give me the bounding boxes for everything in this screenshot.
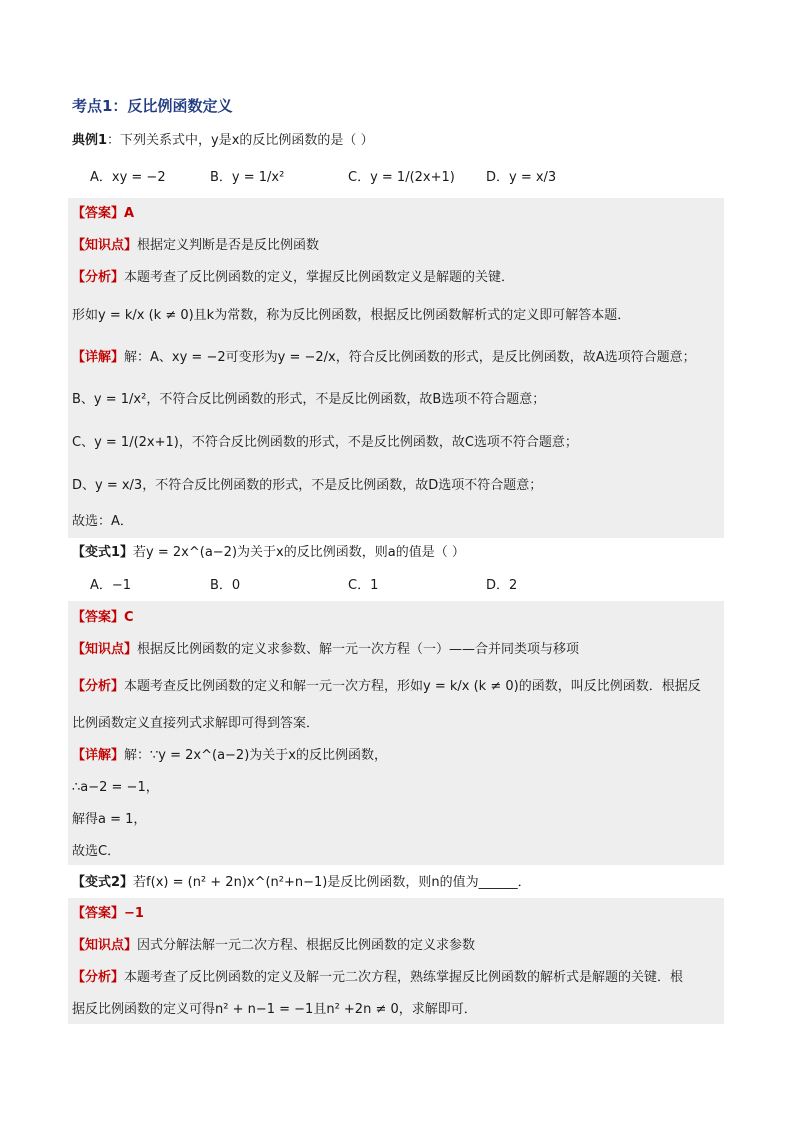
example1-detail-3: C、y = 1/(2x+1)，不符合反比例函数的形式，不是反比例函数，故C选项不符合题意； (72, 435, 578, 450)
variant1-detail-4: 故选C． (72, 844, 121, 859)
example1-detail-2: B、y = 1/x²，不符合反比例函数的形式，不是反比例函数，故B选项不符合题意； (72, 392, 546, 407)
detail-text: 解：∵y = 2x^(a−2)为关于x的反比例函数， (124, 748, 387, 763)
variant1-option-b: B．0 (210, 578, 241, 593)
answer-value: −1 (124, 906, 144, 921)
example1-analysis-1 (72, 268, 514, 288)
variant1-question-text: 若y = 2x^(a−2)为关于x的反比例函数，则a的值是（ ） (133, 545, 465, 560)
analysis-tag: 【分析】 (72, 679, 125, 694)
example1-label: 典例1 (72, 133, 108, 148)
example1-answer (72, 204, 134, 224)
variant2-knowledge (72, 936, 475, 956)
variant1-label: 【变式1】 (72, 545, 134, 560)
analysis-tag: 【分析】 (72, 970, 125, 985)
variant2-label: 【变式2】 (72, 875, 134, 890)
knowledge-text: 根据定义判断是否是反比例函数 (137, 238, 320, 253)
example1-question (72, 131, 374, 151)
variant1-question (72, 543, 465, 563)
example1-option-a: A．xy = −2 (90, 170, 166, 185)
detail-tag: 【详解】 (72, 350, 125, 365)
topic-title: 考点1：反比例函数定义 (72, 97, 233, 115)
analysis-tag: 【分析】 (72, 270, 125, 285)
answer-value: C (124, 610, 134, 625)
detail-tag: 【详解】 (72, 748, 125, 763)
example1-detail-1 (72, 348, 696, 368)
answer-value: A (124, 206, 135, 221)
variant1-option-d: D．2 (486, 578, 518, 593)
answer-tag: 【答案】 (72, 206, 125, 221)
analysis-text: 本题考查反比例函数的定义和解一元一次方程，形如y = k/x (k ≠ 0)的函数，叫反比例函数．根据反 (124, 679, 701, 694)
answer-tag: 【答案】 (72, 610, 125, 625)
variant1-answer (72, 608, 134, 628)
variant1-option-a: A．−1 (90, 578, 132, 593)
variant1-option-c: C．1 (348, 578, 379, 593)
example1-detail-4: D、y = x/3，不符合反比例函数的形式，不是反比例函数，故D选项不符合题意； (72, 478, 543, 493)
variant2-question-text: 若f(x) = (n² + 2n)x^(n²+n−1)是反比例函数，则n的值为______． (133, 875, 531, 890)
example1-detail-5: 故选：A． (72, 514, 133, 529)
variant1-knowledge (72, 640, 579, 660)
variant1-detail-3: 解得a = 1， (72, 812, 147, 827)
example1-option-d: D．y = x/3 (486, 170, 557, 185)
variant2-answer (72, 904, 144, 924)
example1-option-c: C．y = 1/(2x+1) (348, 170, 455, 185)
example1-question-text: ：下列关系式中，y是x的反比例函数的是（ ） (107, 133, 374, 148)
variant1-analysis-1 (72, 677, 701, 697)
example1-knowledge (72, 236, 319, 256)
knowledge-tag: 【知识点】 (72, 238, 138, 253)
analysis-text: 本题考查了反比例函数的定义及解一元二次方程，熟练掌握反比例函数的解析式是解题的关键．根 (124, 970, 684, 985)
variant1-analysis-2: 比例函数定义直接列式求解即可得到答案． (72, 716, 320, 731)
variant2-question (72, 873, 531, 893)
example1-option-b: B．y = 1/x² (210, 170, 285, 185)
knowledge-text: 根据反比例函数的定义求参数、解一元一次方程（一）——合并同类项与移项 (137, 642, 580, 657)
example1-analysis-2: 形如y = k/x (k ≠ 0)且k为常数，称为反比例函数，根据反比例函数解析式的定义即可解答本题． (72, 308, 631, 323)
analysis-text: 本题考查了反比例函数的定义，掌握反比例函数定义是解题的关键． (124, 270, 515, 285)
knowledge-text: 因式分解法解一元二次方程、根据反比例函数的定义求参数 (137, 938, 476, 953)
variant1-detail-1 (72, 746, 387, 766)
variant1-detail-2: ∴a−2 = −1， (72, 780, 159, 795)
knowledge-tag: 【知识点】 (72, 642, 138, 657)
answer-tag: 【答案】 (72, 906, 125, 921)
knowledge-tag: 【知识点】 (72, 938, 138, 953)
variant2-analysis-1 (72, 968, 683, 988)
variant2-analysis-2: 据反比例函数的定义可得n² + n−1 = −1且n² +2n ≠ 0，求解即可． (72, 1002, 477, 1017)
detail-text: 解：A、xy = −2可变形为y = −2/x，符合反比例函数的形式，是反比例函数，故A选项符合题意； (124, 350, 696, 365)
